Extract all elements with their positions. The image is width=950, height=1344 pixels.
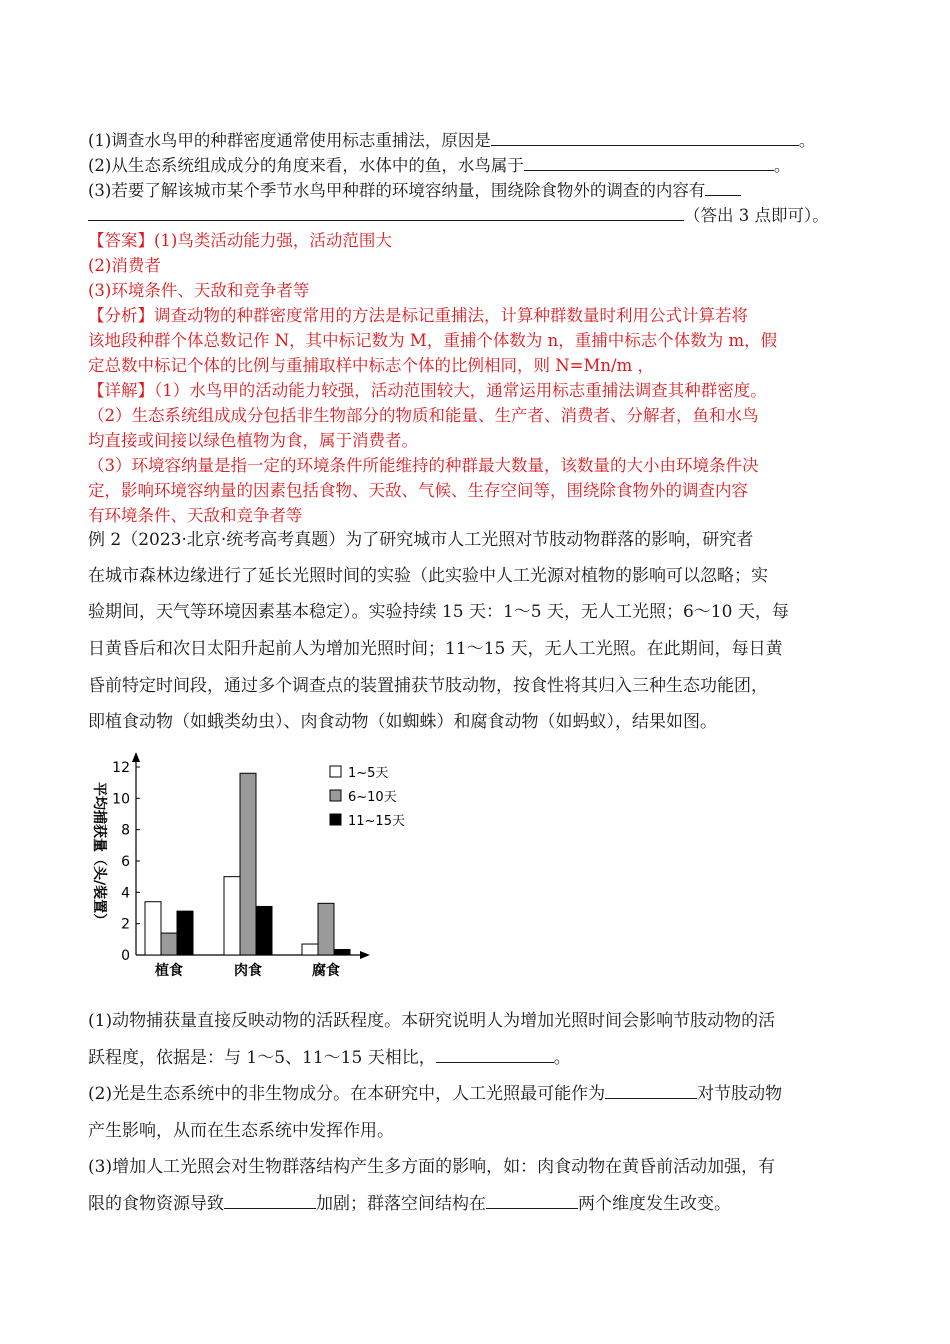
answer-blank[interactable]: [436, 1046, 554, 1063]
detail-line-2: （2）生态系统组成成分包括非生物部分的物质和能量、生产者、消费者、分解者，鱼和水鸟: [88, 406, 759, 425]
answer-blank[interactable]: [705, 179, 741, 196]
bar-1-0: [224, 877, 240, 955]
answer-line-1: 【答案】(1)鸟类活动能力强，活动范围大: [88, 231, 392, 250]
x-tick-label: 肉食: [234, 963, 262, 979]
bar-0-1: [161, 933, 177, 955]
x-tick-label: 腐食: [312, 963, 340, 979]
answer-blank[interactable]: [486, 1192, 578, 1209]
q2-intro-line-5: 昏前特定时间段，通过多个调查点的装置捕获节肢动物，按食性将其归入三种生态功能团，: [88, 676, 768, 696]
answer-blank[interactable]: [524, 154, 774, 171]
bar-2-0: [302, 944, 318, 955]
y-axis-label: 平均捕获量（头/装置）: [91, 782, 107, 928]
x-tick-label: 植食: [155, 963, 183, 979]
analysis-line-3: 定总数中标记个体的比例与重捕取样中标志个体的比例相同，则 N=Mn/m ，: [88, 356, 654, 375]
legend-swatch: [330, 790, 341, 801]
bar-1-1: [240, 773, 256, 955]
y-tick-label: 12: [112, 760, 130, 776]
q2-intro-line-4: 日黄昏后和次日太阳升起前人为增加光照时间；11～15 天，无人工光照。在此期间，每日黄: [88, 639, 783, 659]
bar-chart: [88, 752, 428, 984]
bar-2-2: [334, 950, 350, 955]
analysis-line-2: 该地段种群个体总数记作 N，其中标记数为 M，重捕个体数为 n，重捕中标志个体数为 m，假: [88, 331, 778, 350]
y-tick-label: 6: [121, 854, 130, 870]
detail-line-1: 【详解】（1）水鸟甲的活动能力较强，活动范围较大，通常运用标志重捕法调查其种群密度。: [88, 381, 767, 400]
x-axis-arrow: [360, 951, 370, 959]
q2-sub2-line-2: 产生影响，从而在生态系统中发挥作用。: [88, 1121, 394, 1141]
detail-line-6: 有环境条件、天敌和竞争者等: [88, 506, 303, 525]
q2-intro-line-2: 在城市森林边缘进行了延长光照时间的实验（此实验中人工光源对植物的影响可以忽略；实: [88, 566, 768, 586]
q2-intro-line-3: 验期间，天气等环境因素基本稳定）。实验持续 15 天：1～5 天，无人工光照；6～10 天，每: [88, 602, 789, 622]
q2-sub1-line-1: (1)动物捕获量直接反映动物的活跃程度。本研究说明人为增加光照时间会影响节肢动物的活: [88, 1011, 776, 1031]
y-tick-label: 2: [121, 916, 130, 933]
answer-blank[interactable]: [88, 204, 684, 221]
y-axis-arrow: [132, 752, 140, 762]
q1-line-3: (3)若要了解该城市某个季节水鸟甲种群的环境容纳量，围绕除食物外的调查的内容有: [88, 179, 741, 203]
detail-line-5: 定，影响环境容纳量的因素包括食物、天敌、气候、生存空间等，围绕除食物外的调查内容: [88, 481, 748, 500]
legend-label: 11~15天: [348, 814, 405, 829]
bar-2-1: [318, 903, 334, 955]
answer-blank[interactable]: [224, 1192, 316, 1209]
y-tick-label: 10: [112, 791, 130, 808]
answer-blank[interactable]: [491, 129, 799, 146]
y-tick-label: 0: [121, 948, 130, 964]
q2-sub2-line-1: (2)光是生态系统中的非生物成分。在本研究中，人工光照最可能作为 对节肢动物: [88, 1084, 783, 1104]
q2-intro-line-1: 例 2（2023·北京·统考高考真题）为了研究城市人工光照对节肢动物群落的影响，研究者: [88, 530, 754, 550]
answer-line-3: (3)环境条件、天敌和竞争者等: [88, 281, 310, 300]
answer-line-2: (2)消费者: [88, 256, 161, 275]
q1-line-4: （答出 3 点即可）。: [88, 204, 829, 228]
legend-swatch: [330, 766, 341, 777]
analysis-line-1: 【分析】调查动物的种群密度常用的方法是标记重捕法，计算种群数量时利用公式计算若将: [88, 306, 748, 325]
detail-line-3: 均直接或间接以绿色植物为食，属于消费者。: [88, 431, 418, 450]
bar-1-2: [256, 906, 272, 955]
y-tick-label: 8: [121, 822, 130, 839]
y-tick-label: 4: [121, 885, 130, 902]
legend-swatch: [330, 814, 341, 825]
legend-label: 6~10天: [348, 790, 397, 805]
q2-sub3-line-1: (3)增加人工光照会对生物群落结构产生多方面的影响，如：肉食动物在黄昏前活动加强，有: [88, 1157, 776, 1177]
answer-blank[interactable]: [605, 1082, 697, 1099]
q2-sub3-line-2: 限的食物资源导致 加剧；群落空间结构在 两个维度发生改变。: [88, 1194, 731, 1214]
bar-0-2: [177, 911, 193, 955]
q2-sub1-line-2: 跃程度，依据是：与 1～5、11～15 天相比， 。: [88, 1048, 571, 1068]
legend-label: 1~5天: [348, 766, 389, 781]
detail-line-4: （3）环境容纳量是指一定的环境条件所能维持的种群最大数量，该数量的大小由环境条件决: [88, 456, 759, 475]
q1-line-2: (2)从生态系统组成成分的角度来看，水体中的鱼，水鸟属于 。: [88, 156, 791, 175]
q1-line-1: (1)调查水鸟甲的种群密度通常使用标志重捕法，原因是 。: [88, 131, 816, 150]
q2-intro-line-6: 即植食动物（如蛾类幼虫）、肉食动物（如蜘蛛）和腐食动物（如蚂蚁），结果如图。: [88, 712, 717, 732]
bar-0-0: [145, 902, 161, 955]
